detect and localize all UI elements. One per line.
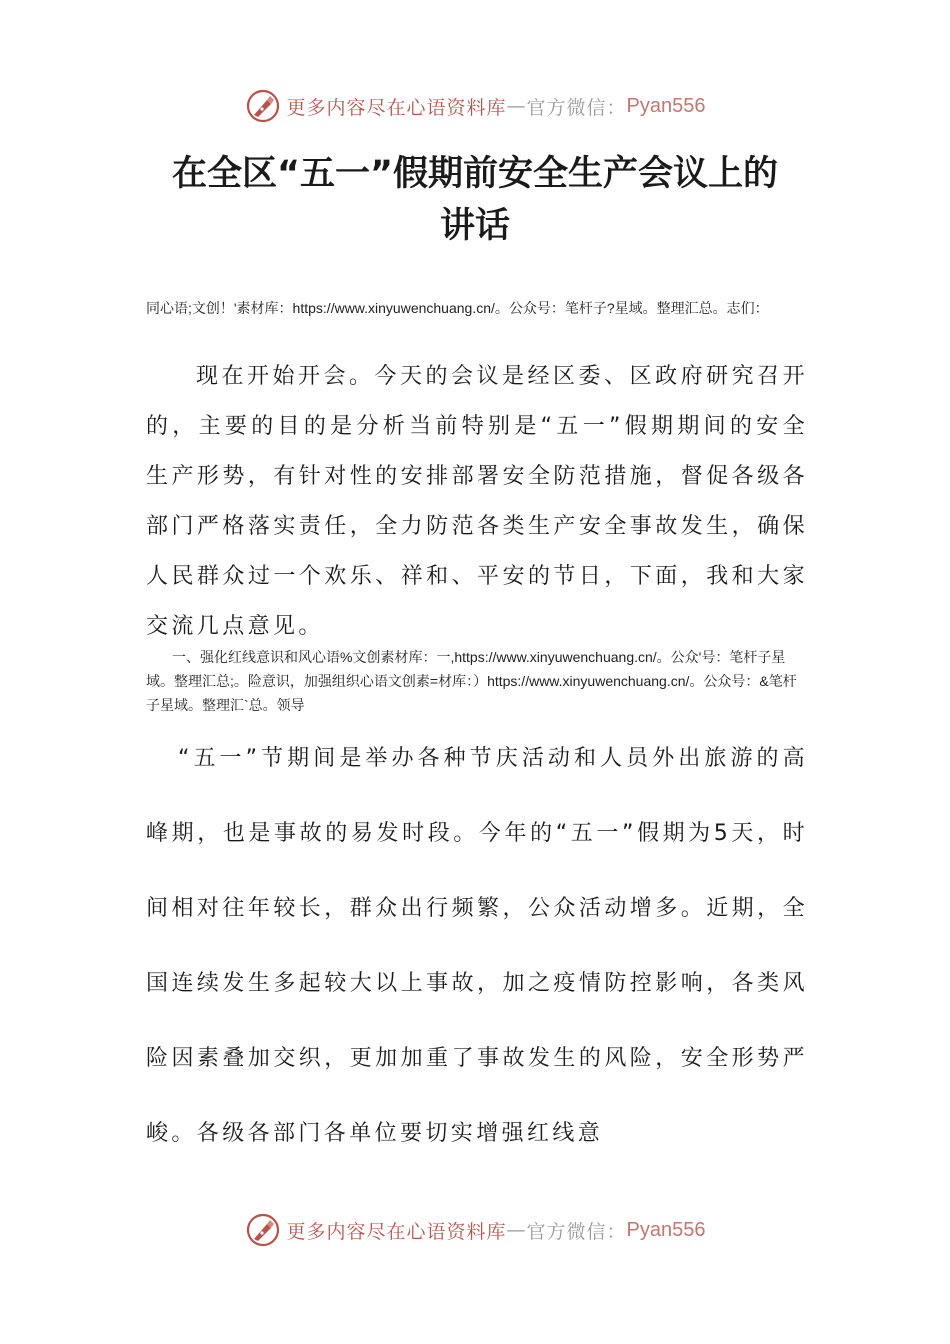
document-title (0, 148, 950, 252)
pen-nib-logo-icon (245, 88, 281, 124)
watermark-note-1: 同心语;文创！'素材库：https://www.xinyuwenchuang.cn/。公众号：笔杆子?星域。整理汇总。志们： (146, 300, 769, 316)
body-paragraph-1: 现在开始开会。今天的会议是经区委、区政府研究召开的，主要的目的是分析当前特别是“五一”假期期间的安全生产形势，有针对性的安排部署安全防范措施，督促各级各部门严格落实责任，全力防范各类生产安全事故发生，确保人民群众过一个欢乐、祥和、平安的节日，下面，我和大家交流几点意见。 (146, 364, 808, 639)
header-banner (0, 86, 950, 126)
banner-ad-text: 更多内容尽在心语资料库 (286, 1220, 507, 1243)
banner-wechat-id: Pyan556 (626, 1218, 706, 1241)
banner-dash: — (506, 1219, 527, 1241)
body-paragraph-2: “五一”节期间是举办各种节庆活动和人员外出旅游的高峰期，也是事故的易发时段。今年的“五一”假期为5天，时间相对往年较长，群众出行频繁，公众活动增多。近期，全国连续发生多起较大以上事故，加之疫情防控影响，各类风险因素叠加交织，更加加重了事故发生的风险，安全形势严峻。各级各部门各单位要切实增强红线意 (146, 746, 808, 1146)
footer-banner (0, 1210, 950, 1250)
watermark-note-2: 一、强化红线意识和风心语%文创素材库：一,https://www.xinyuwenchuang.cn/。公众'号：笔杆子星域。整理汇总;。险意识，加强组织心语文创素=材库：）https://www.xinyuwenchuang.cn/。公众号：&笔杆子星域。整理汇`总。领导 (146, 649, 797, 713)
banner-ad-text: 更多内容尽在心语资料库 (286, 96, 507, 119)
title-line-2: 讲话 (439, 206, 510, 246)
pen-nib-logo-icon (245, 1212, 281, 1248)
banner-wechat-label: 官方微信： (526, 1220, 627, 1243)
banner-dash: — (506, 95, 527, 117)
banner-wechat-label: 官方微信： (526, 96, 627, 119)
banner-wechat-id: Pyan556 (626, 94, 706, 117)
title-line-1: 在全区“五一”假期前安全生产会议上的 (171, 154, 778, 194)
